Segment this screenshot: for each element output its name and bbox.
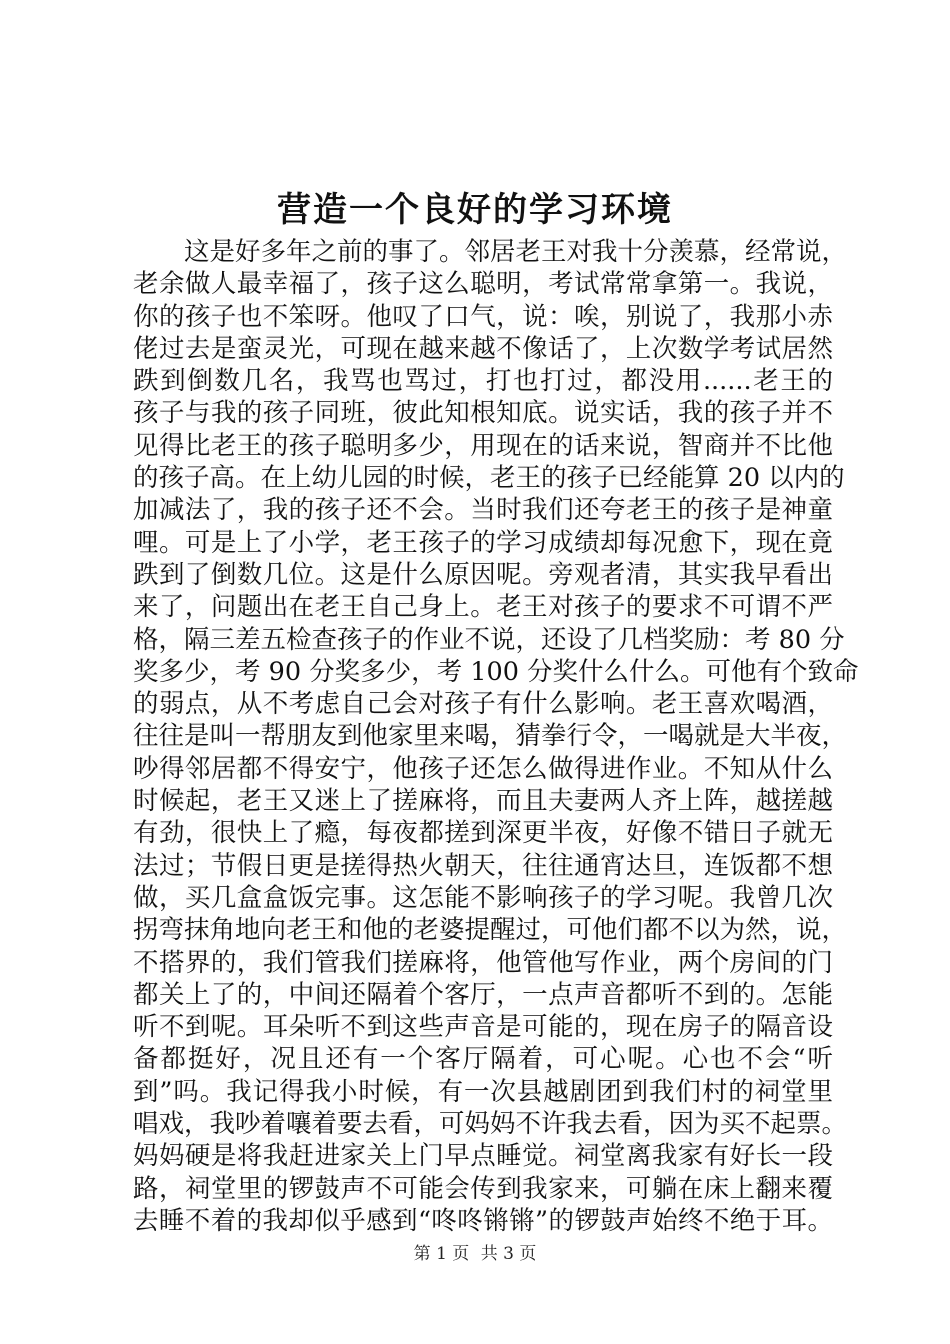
body-line: 加减法了，我的孩子还不会。当时我们还夸老王的孩子是神童	[133, 495, 833, 526]
body-line: 妈妈硬是将我赶进家关上门早点睡觉。祠堂离我家有好长一段	[133, 1141, 833, 1172]
body-line: 拐弯抹角地向老王和他的老婆提醒过，可他们都不以为然，说，	[133, 915, 848, 946]
body-line: 到”吗。我记得我小时候，有一次县越剧团到我们村的祠堂里	[133, 1076, 833, 1107]
body-line: 跌到了倒数几位。这是什么原因呢。旁观者清，其实我早看出	[133, 559, 833, 590]
body-line: 路，祠堂里的锣鼓声不可能会传到我家来，可躺在床上翻来覆	[133, 1173, 833, 1204]
body-line: 法过；节假日更是搓得热火朝天，往往通宵达旦，连饭都不想	[133, 850, 833, 881]
body-line: 的弱点，从不考虑自己会对孩子有什么影响。老王喜欢喝酒，	[133, 689, 833, 720]
body-line: 孩子与我的孩子同班，彼此知根知底。说实话，我的孩子并不	[133, 398, 833, 429]
body-line: 你的孩子也不笨呀。他叹了口气，说：唉，别说了，我那小赤	[133, 301, 833, 332]
body-line: 跌到倒数几名，我骂也骂过，打也打过，都没用......老王的	[133, 366, 833, 397]
body-line: 往往是叫一帮朋友到他家里来喝，猜拳行令，一喝就是大半夜，	[133, 721, 848, 752]
body-line: 来了，问题出在老王自己身上。老王对孩子的要求不可谓不严	[133, 592, 833, 623]
body-line: 做，买几盒盒饭完事。这怎能不影响孩子的学习呢。我曾几次	[133, 882, 833, 913]
body-line: 听不到呢。耳朵听不到这些声音是可能的，现在房子的隔音设	[133, 1012, 833, 1043]
body-line: 时候起，老王又迷上了搓麻将，而且夫妻两人齐上阵，越搓越	[133, 786, 833, 817]
document-body	[133, 236, 859, 1237]
body-line: 备都挺好，况且还有一个客厅隔着，可心呢。心也不会“听	[133, 1044, 833, 1075]
body-line: 老余做人最幸福了，孩子这么聪明，考试常常拿第一。我说，	[133, 269, 833, 300]
document-title: 营造一个良好的学习环境	[277, 190, 673, 230]
body-line: 格，隔三差五检查孩子的作业不说，还设了几档奖励：考 80 分	[133, 624, 845, 655]
body-line: 佬过去是蛮灵光，可现在越来越不像话了，上次数学考试居然	[133, 333, 833, 364]
body-line: 去睡不着的我却似乎感到“咚咚锵锵”的锣鼓声始终不绝于耳。	[133, 1205, 833, 1236]
body-line: 都关上了的，中间还隔着个客厅，一点声音都听不到的。怎能	[133, 979, 833, 1010]
body-line: 奖多少，考 90 分奖多少，考 100 分奖什么什么。可他有个致命	[133, 656, 859, 687]
body-line: 见得比老王的孩子聪明多少，用现在的话来说，智商并不比他	[133, 430, 833, 461]
page-footer	[0, 1243, 950, 1265]
body-line: 这是好多年之前的事了。邻居老王对我十分羡慕，经常说，	[184, 237, 848, 267]
body-line: 的孩子高。在上幼儿园的时候，老王的孩子已经能算 20 以内的	[133, 463, 845, 494]
body-line: 哩。可是上了小学，老王孩子的学习成绩却每况愈下，现在竟	[133, 527, 833, 558]
body-line: 有劲，很快上了瘾，每夜都搓到深更半夜，好像不错日子就无	[133, 818, 833, 849]
body-line: 唱戏，我吵着嚷着要去看，可妈妈不许我去看，因为买不起票。	[133, 1109, 848, 1140]
page-number: 第 1 页	[413, 1244, 470, 1264]
page-total: 共 3 页	[480, 1244, 537, 1264]
body-line: 吵得邻居都不得安宁，他孩子还怎么做得进作业。不知从什么	[133, 753, 833, 784]
body-line: 不搭界的，我们管我们搓麻将，他管他写作业，两个房间的门	[133, 947, 833, 978]
